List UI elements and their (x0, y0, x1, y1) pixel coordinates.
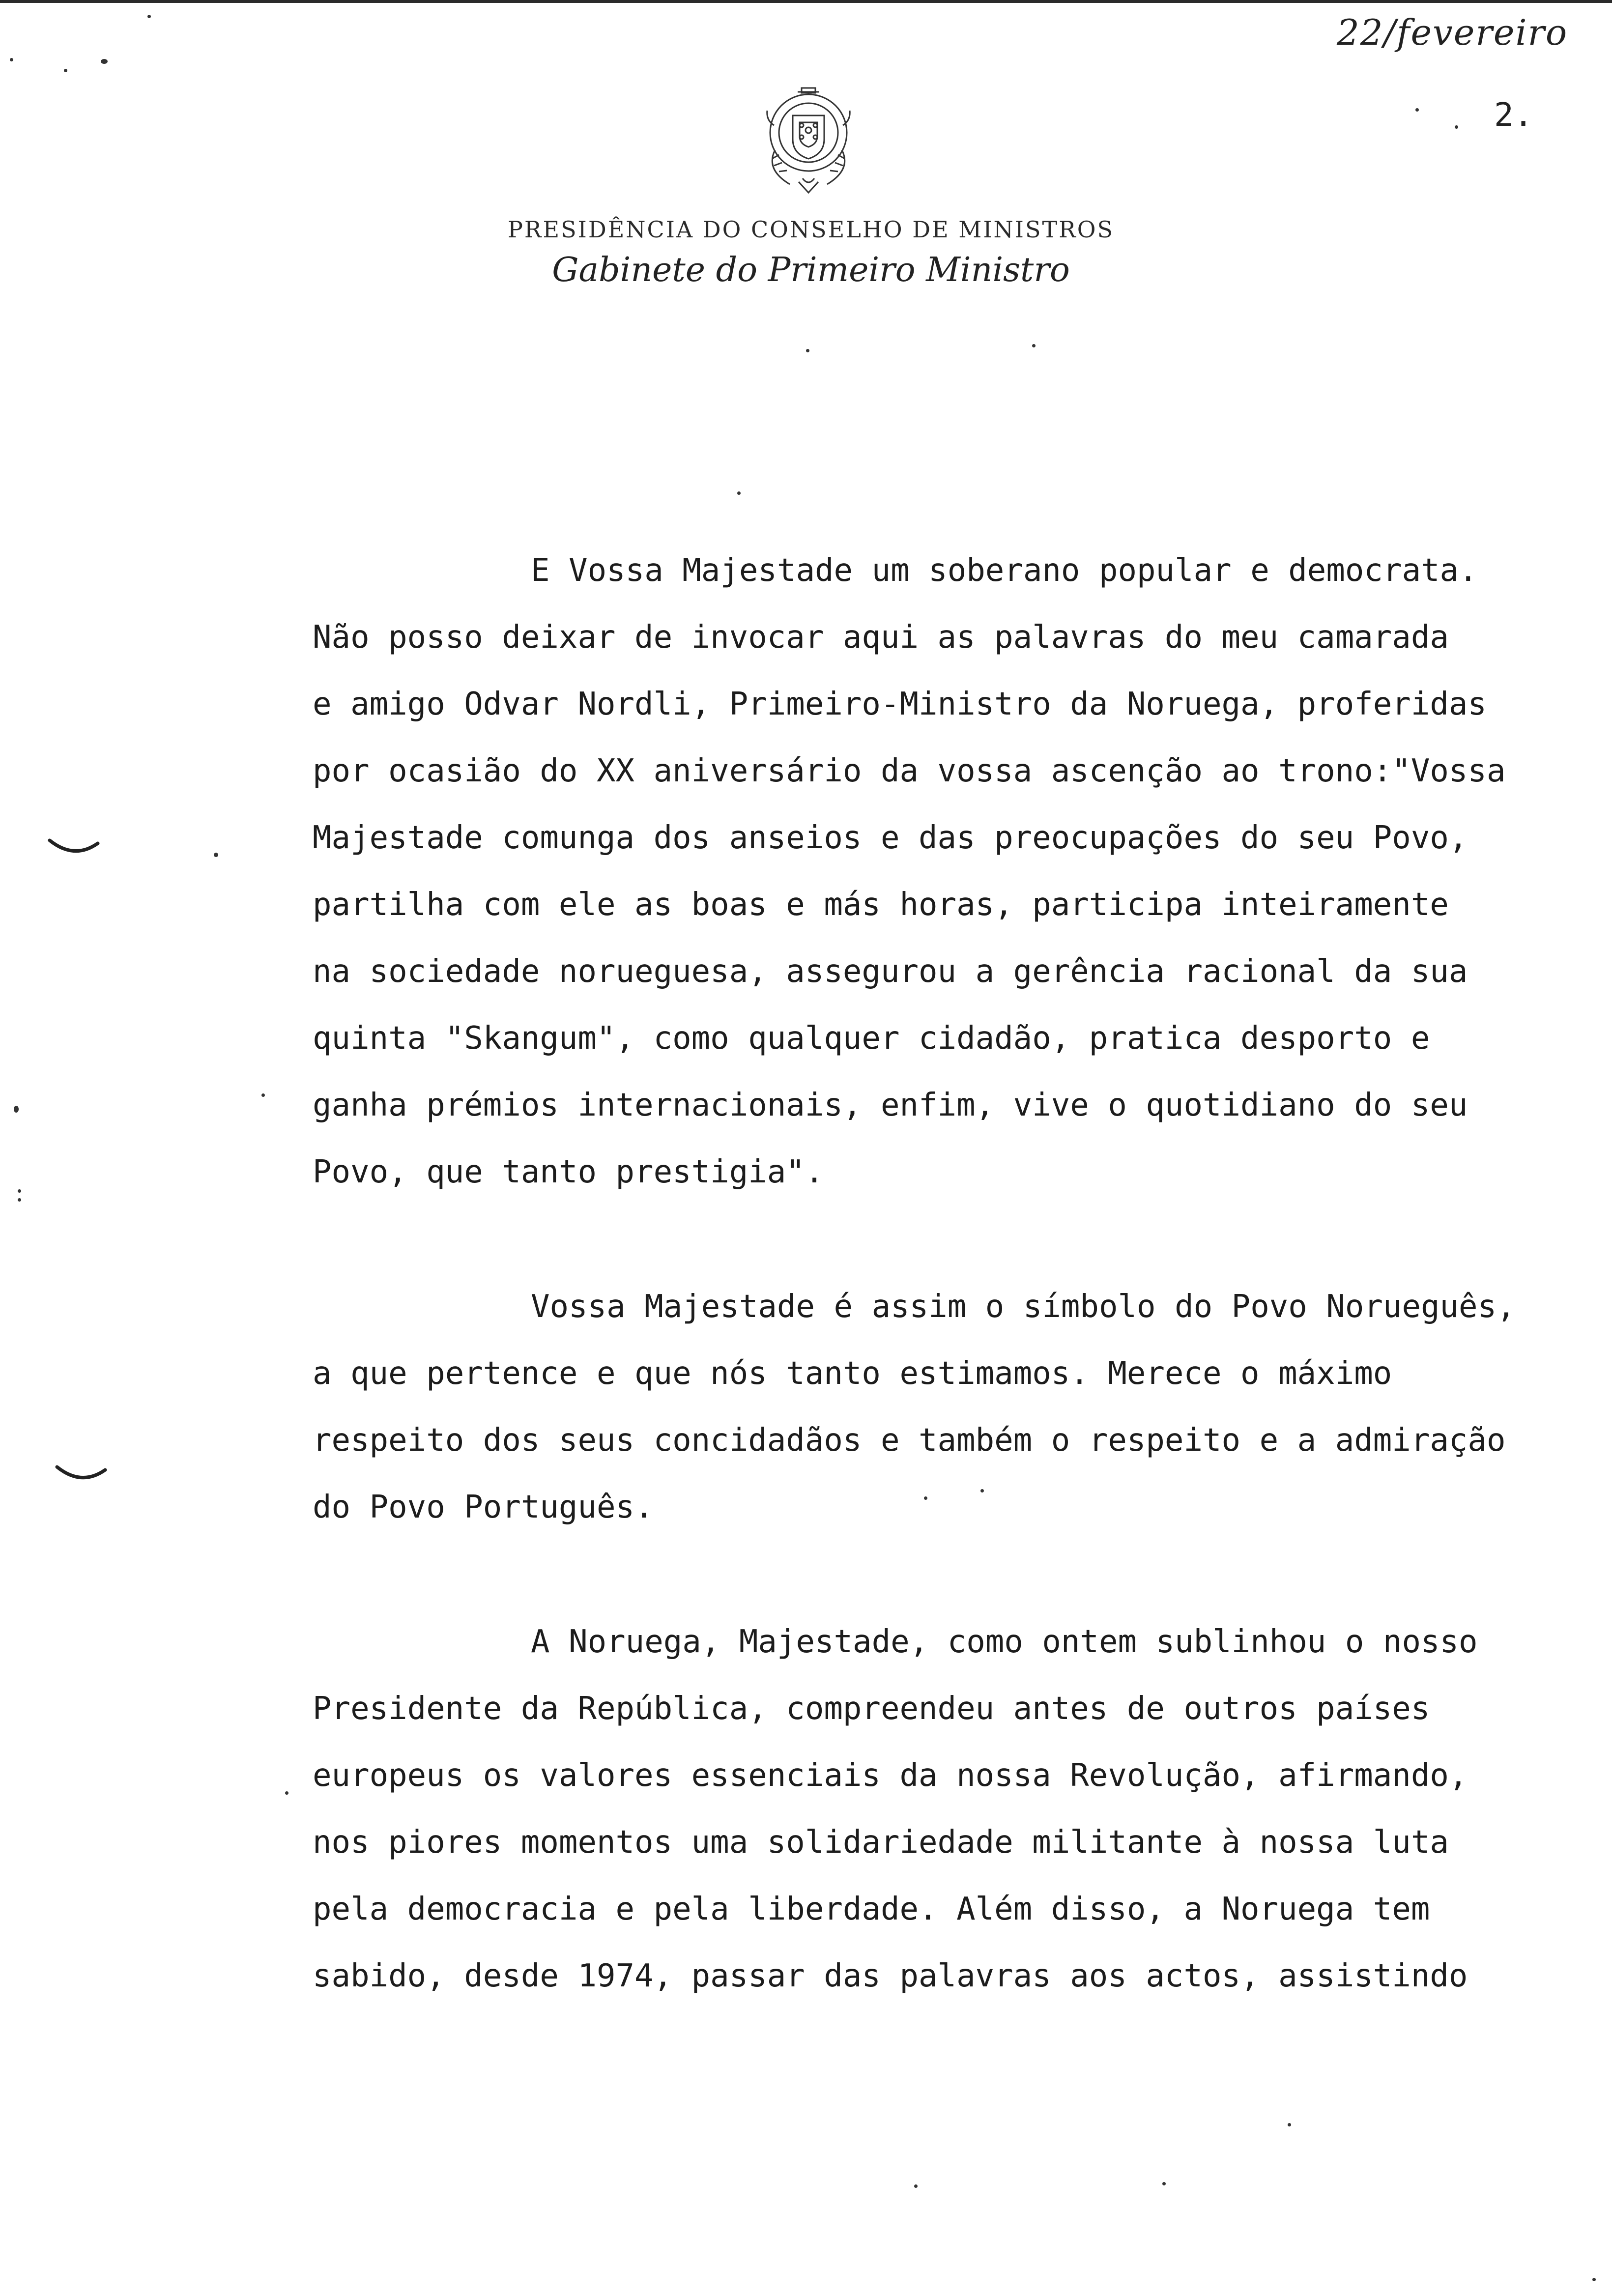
scan-speck (1162, 2182, 1166, 2185)
text-line: respeito dos seus concidadãos e também o respeito e a admiração (313, 1422, 1506, 1459)
scan-speck (285, 1791, 288, 1795)
scan-speck (980, 1489, 984, 1492)
margin-curve-mark (54, 1462, 108, 1492)
scan-speck (1288, 2123, 1291, 2126)
scan-speck (1592, 2278, 1596, 2281)
paragraph-spacer (313, 1205, 1512, 1273)
text-line: por ocasião do XX aniversário da vossa ascenção ao trono:"Vossa (313, 753, 1506, 789)
text-line: ganha prémios internacionais, enfim, vive o quotidiano do seu (313, 1087, 1468, 1123)
text-line: na sociedade norueguesa, assegurou a gerência racional da sua (313, 953, 1468, 990)
text-line: sabido, desde 1974, passar das palavras aos actos, assistindo (313, 1958, 1468, 1994)
scan-speck (10, 58, 13, 61)
scan-speck (18, 1198, 21, 1202)
paragraph-spacer (313, 1541, 1512, 1608)
scan-speck (924, 1496, 927, 1500)
scan-speck (806, 349, 809, 352)
text-line: pela democracia e pela liberdade. Além disso, a Noruega tem (313, 1891, 1430, 1927)
coat-of-arms-icon (745, 81, 872, 199)
text-line: partilha com ele as boas e más horas, participa inteiramente (313, 887, 1449, 923)
scan-speck (914, 2184, 918, 2188)
text-line: Presidente da República, compreendeu antes de outros países (313, 1691, 1430, 1727)
scan-speck (147, 15, 151, 18)
text-line: Majestade comunga dos anseios e das preocupações do seu Povo, (313, 820, 1468, 856)
scan-speck (214, 853, 218, 857)
margin-curve-mark (47, 835, 101, 865)
text-line: E Vossa Majestade um soberano popular e democrata. (531, 552, 1478, 589)
scan-speck (1455, 125, 1458, 129)
scan-speck (1032, 344, 1036, 347)
page-number: 2. (1494, 96, 1533, 134)
text-line: a que pertence e que nós tanto estimamos. Merece o máximo (313, 1355, 1392, 1392)
letter-body (313, 537, 1516, 2009)
letterhead-title: PRESIDÊNCIA DO CONSELHO DE MINISTROS (507, 216, 1115, 243)
text-line: e amigo Odvar Nordli, Primeiro-Ministro da Noruega, proferidas (313, 686, 1487, 722)
paragraph-2 (313, 1273, 1516, 1541)
paragraph-3 (313, 1608, 1512, 2009)
scan-speck (261, 1093, 265, 1097)
letterhead-subtitle: Gabinete do Primeiro Ministro (552, 251, 1070, 289)
text-line: Vossa Majestade é assim o símbolo do Povo Norueguês, (531, 1289, 1516, 1325)
text-line: A Noruega, Majestade, como ontem sublinhou o nosso (531, 1624, 1478, 1660)
scan-speck (18, 1189, 21, 1193)
page-top-edge (0, 0, 1612, 3)
scan-speck (14, 1106, 19, 1113)
scan-speck (64, 69, 67, 72)
scan-speck (737, 491, 741, 495)
text-line: do Povo Português. (313, 1489, 654, 1525)
scan-speck (101, 59, 108, 64)
scan-speck (1415, 108, 1419, 112)
text-line: quinta "Skangum", como qualquer cidadão, pratica desporto e (313, 1020, 1430, 1057)
text-line: nos piores momentos uma solidariedade militante à nossa luta (313, 1824, 1449, 1861)
paragraph-1 (313, 537, 1512, 1205)
text-line: Não posso deixar de invocar aqui as palavras do meu camarada (313, 619, 1449, 656)
text-line: Povo, que tanto prestigia". (313, 1154, 824, 1190)
text-line: europeus os valores essenciais da nossa Revolução, afirmando, (313, 1757, 1468, 1794)
handwritten-date: 22/fevereiro (1337, 12, 1568, 53)
